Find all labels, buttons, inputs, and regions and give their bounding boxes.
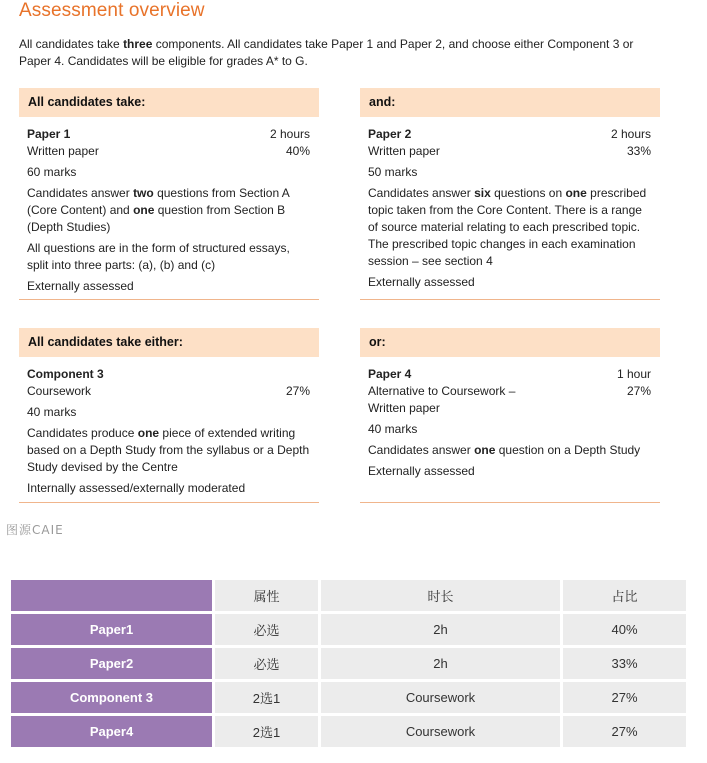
component-name: Component 3 <box>27 367 104 381</box>
table-header-corner <box>11 580 212 611</box>
component-weight: 27% <box>285 384 310 398</box>
assessment-type: Externally assessed <box>368 464 475 478</box>
component-description: Candidates answer six questions on one prescribed topic taken from the Core Content. There is a range of source material relating to each prescribed topic. The prescribed topic changes in each examination session – see section 4 <box>368 186 647 268</box>
table-cell: 2h <box>321 648 560 679</box>
component-type: Coursework <box>27 384 92 398</box>
component-marks: 50 marks <box>368 165 418 179</box>
table-row-header: Paper4 <box>11 716 212 747</box>
component-marks: 40 marks <box>27 405 77 419</box>
component-duration: 2 hours <box>269 127 310 141</box>
component-description: Candidates produce one piece of extended writing based on a Depth Study from the syllabus or a Depth Study devised by the Centre <box>27 426 310 474</box>
table-cell: 27% <box>563 682 686 713</box>
component-type: Alternative to Coursework – Written paper <box>368 384 516 415</box>
component-marks: 60 marks <box>27 165 77 179</box>
component-duration: 1 hour <box>616 367 651 381</box>
table-cell: 27% <box>563 716 686 747</box>
component-marks: 40 marks <box>368 422 418 436</box>
box-header: and: <box>360 88 660 117</box>
table-cell: 2选1 <box>215 716 318 747</box>
table-row-header: Component 3 <box>11 682 212 713</box>
component-type: Written paper <box>27 144 99 158</box>
component-name: Paper 4 <box>368 367 412 381</box>
table-row <box>11 716 686 747</box>
component-description: Candidates answer one question on a Depth Study <box>368 443 641 457</box>
table-header-duration: 时长 <box>321 580 560 611</box>
box-header: All candidates take either: <box>19 328 319 357</box>
table-cell: 40% <box>563 614 686 645</box>
component-description-2: All questions are in the form of structured essays, split into three parts: (a), (b) and (c) <box>27 241 290 272</box>
table-header-attribute: 属性 <box>215 580 318 611</box>
table-header-weight: 占比 <box>563 580 686 611</box>
table-cell: 2选1 <box>215 682 318 713</box>
component-weight: 33% <box>626 144 651 158</box>
component-weight: 27% <box>626 384 651 398</box>
table-row-header: Paper2 <box>11 648 212 679</box>
component-type: Written paper <box>368 144 440 158</box>
box-header: All candidates take: <box>19 88 319 117</box>
component-weight: 40% <box>285 144 310 158</box>
component-box-component-3 <box>19 328 319 503</box>
component-name: Paper 1 <box>27 127 71 141</box>
table-cell: 33% <box>563 648 686 679</box>
table-cell: 必选 <box>215 648 318 679</box>
table-cell: 必选 <box>215 614 318 645</box>
table-row <box>11 648 686 679</box>
table-row-header: Paper1 <box>11 614 212 645</box>
assessment-type: Externally assessed <box>27 279 134 293</box>
assessment-type: Internally assessed/externally moderated <box>27 481 246 495</box>
table-cell: 2h <box>321 614 560 645</box>
intro-text: All candidates take three components. All candidates take Paper 1 and Paper 2, and choose either Component 3 or Paper 4. Candidates will be eligible for grades A* to G. <box>19 37 634 68</box>
box-header: or: <box>360 328 660 357</box>
table-cell: Coursework <box>321 682 560 713</box>
page-title: Assessment overview <box>19 0 205 21</box>
table-header-row <box>11 580 686 611</box>
component-duration: 2 hours <box>610 127 651 141</box>
table-row <box>11 682 686 713</box>
component-description: Candidates answer two questions from Section A (Core Content) and one question from Section B (Depth Studies) <box>27 186 290 234</box>
component-box-paper-2 <box>360 88 660 300</box>
summary-table <box>8 577 689 750</box>
assessment-type: Externally assessed <box>368 275 475 289</box>
table-row <box>11 614 686 645</box>
component-box-paper-1 <box>19 88 319 300</box>
component-box-paper-4 <box>360 328 660 503</box>
component-name: Paper 2 <box>368 127 412 141</box>
image-source-caption: 图源CAIE <box>6 523 64 537</box>
table-cell: Coursework <box>321 716 560 747</box>
